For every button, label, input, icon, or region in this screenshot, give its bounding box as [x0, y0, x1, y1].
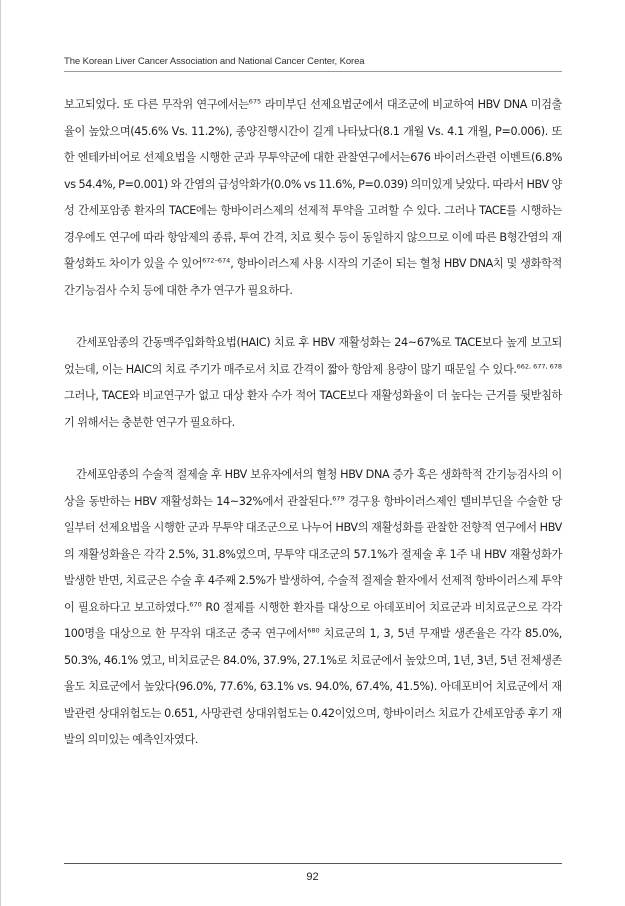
paragraph-3 — [64, 462, 562, 754]
page-number: 92 — [306, 871, 319, 883]
citation-superscript: 662, 677, 678 — [516, 361, 562, 370]
paragraph-text: 라미부딘 선제요법군에서 대조군에 비교하여 HBV DNA 미검출율이 높았으며(45.6% Vs. 11.2%), 종양진행시간이 길게 나타났다(8.1 개월 Vs. 4.1 개월, P=0.006). 또한 엔테카비어로 선제요법을 시행한 군과 무투약군에 대한 관찰연구에서는676 바이러스관련 이벤트(6.8% vs 54.4%, P=0.001) 와 간염의 급성악화가(0.0% vs 11.6%, P=0.039) 의미있게 낮았다. 따라서 HBV 양성 간세포암종 환자의 TACE에는 항바이러스제의 선제적 투약을 고려할 수 있다. 그러나 TACE를 시행하는 경우에도 연구에 따라 항암제의 종류, 투여 간격, 치료 횟수 등이 동일하지 않으므로 이에 따른 B형간염의 재활성화도 차이가 있을 수 있어 — [64, 98, 562, 270]
citation-superscript: 670 — [189, 599, 202, 608]
header-divider — [64, 71, 562, 72]
footer-divider — [64, 863, 562, 864]
citation-superscript: 680 — [307, 626, 320, 635]
body-text — [64, 92, 562, 754]
paragraph-text: 경구용 항바이러스제인 텔비부딘을 수술한 당일부터 선제요법을 시행한 군과 무투약 대조군으로 나누어 HBV의 재활성화를 관찰한 전향적 연구에서 HBV의 재활성화율은 각각 2.5%, 31.8%였으며, 무투약 대조군의 57.1%가 절제술 후 1주 내 HBV 재활성화가 발생한 반면, 치료군은 수술 후 4주째 2.5%가 발생하여, 수술적 절제술 환자에서 선제적 항바이러스제 투약이 필요하다고 보고하였다. — [64, 494, 562, 614]
paragraph-text: 그러나, TACE와 비교연구가 없고 대상 환자 수가 적어 TACE보다 재활성화율이 더 높다는 근거를 뒷받침하기 위해서는 충분한 연구가 필요하다. — [64, 389, 562, 429]
paragraph-text: R0 절제를 시행한 환자를 대상으로 아데포비어 치료군과 비치료군으로 각각 100명을 대상으로 한 무작위 대조군 중국 연구에서 — [64, 600, 562, 640]
paragraph-text: , 항바이러스제 사용 시작의 기준이 되는 혈청 HBV DNA치 및 생화학적 간기능검사 수치 등에 대한 추가 연구가 필요하다. — [64, 257, 562, 297]
paragraph-2 — [64, 330, 562, 436]
paragraph-gap — [64, 436, 562, 462]
citation-superscript: 672–674 — [202, 256, 231, 265]
paragraph-gap — [64, 304, 562, 330]
paragraph-1 — [64, 92, 562, 304]
paragraph-text: 간세포암종의 간동맥주입화학요법(HAIC) 치료 후 HBV 재활성화는 24~67%로 TACE보다 높게 보고되었는데, 이는 HAIC의 치료 주기가 매주로서 치료 간격이 짧아 항암제 용량이 많기 때문일 수 있다. — [64, 336, 562, 376]
citation-superscript: 679 — [332, 493, 345, 502]
paragraph-text: 치료군의 1, 3, 5년 무재발 생존율은 각각 85.0%, 50.3%, 46.1% 였고, 비치료군은 84.0%, 37.9%, 27.1%로 치료군에서 높았으며, 1년, 3년, 5년 전체생존율도 치료군에서 높았다(96.0%, 77.6%, 63.1% vs. 94.0%, 67.4%, 41.5%). 아데포비어 치료군에서 재발관련 상대위험도는 0.651, 사망관련 상대위험도는 0.42이었으며, 항바이러스 치료가 간세포암종 후기 재발의 의미있는 예측인자였다. — [64, 627, 563, 746]
paragraph-text: 간세포암종의 수술적 절제술 후 HBV 보유자에서의 혈청 HBV DNA 증가 혹은 생화학적 간기능검사의 이상을 동반하는 HBV 재활성화는 14~32%에서 관찰된다. — [64, 468, 562, 508]
paragraph-text: 보고되었다. 또 다른 무작위 연구에서는 — [64, 98, 249, 111]
citation-superscript: 675 — [248, 97, 262, 106]
running-header: The Korean Liver Cancer Association and National Cancer Center, Korea — [64, 56, 365, 67]
